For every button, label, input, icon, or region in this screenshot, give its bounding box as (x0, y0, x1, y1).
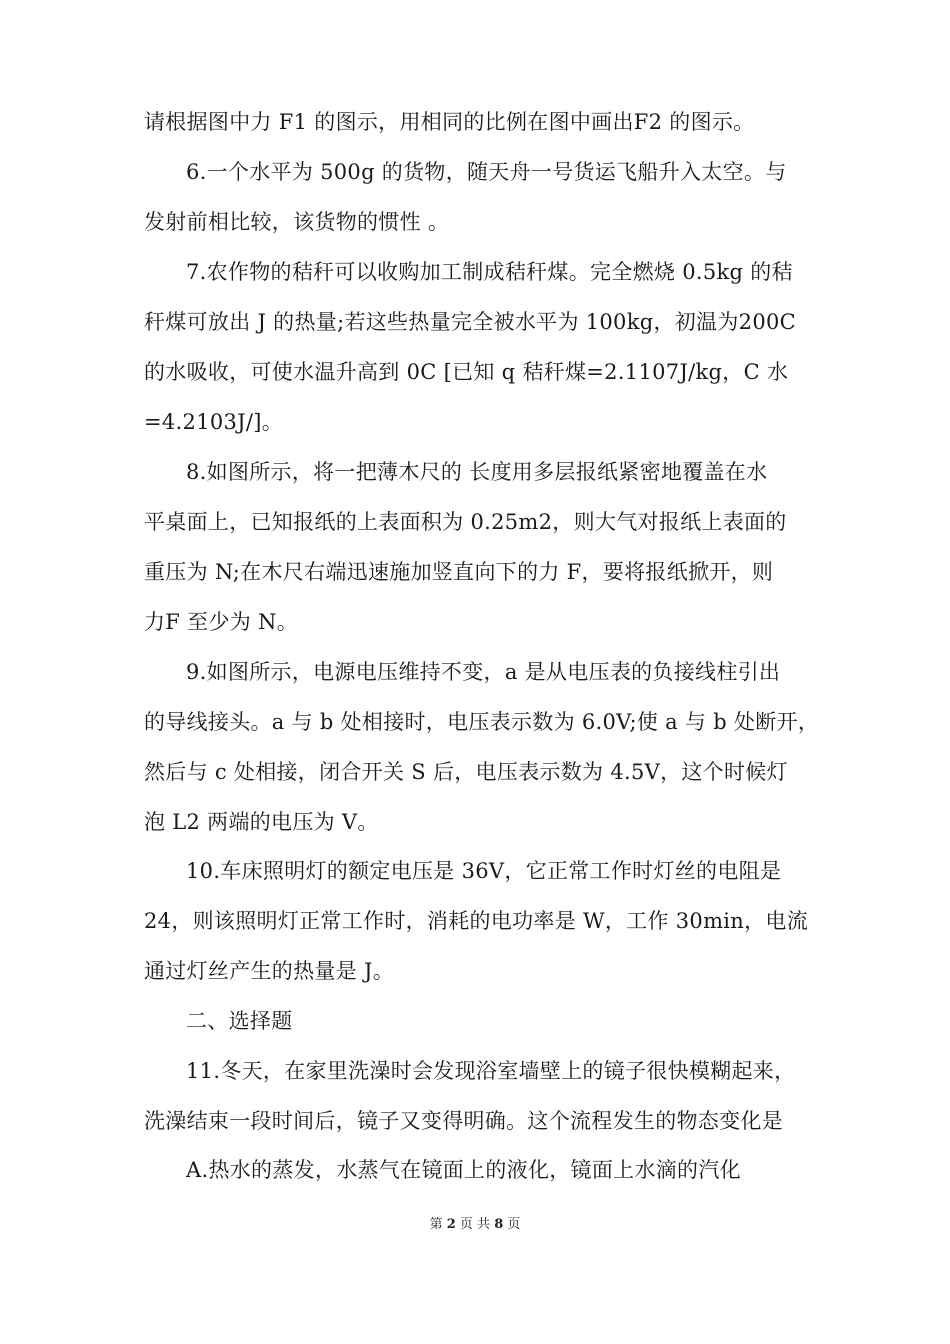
text-line: 10.车床照明灯的额定电压是 36V，它正常工作时灯丝的电阻是 (186, 859, 782, 883)
text-line: 7.农作物的秸秆可以收购加工制成秸秆煤。完全燃烧 0.5kg 的秸 (186, 260, 793, 284)
footer-suffix: 页 (507, 1217, 521, 1232)
text-line: 洗澡结束一段时间后，镜子又变得明确。这个流程发生的物态变化是 (144, 1109, 783, 1133)
text-line: 11.冬天，在家里洗澡时会发现浴室墙壁上的镜子很快模糊起来， (186, 1059, 796, 1083)
footer-prefix: 第 (429, 1217, 443, 1232)
text-line: 请根据图中力 F1 的图示，用相同的比例在图中画出F2 的图示。 (144, 110, 755, 134)
total-page-count: 8 (494, 1217, 504, 1232)
text-line: 9.如图所示，电源电压维持不变，a 是从电压表的负接线柱引出 (186, 660, 781, 684)
text-line: 秆煤可放出 J 的热量;若这些热量完全被水平为 100kg，初温为200C (144, 310, 797, 334)
text-line: A.热水的蒸发，水蒸气在镜面上的液化，镜面上水滴的汽化 (186, 1158, 741, 1182)
text-line: 6.一个水平为 500g 的货物，随天舟一号货运飞船升入太空。与 (186, 160, 787, 184)
text-line: 的水吸收，可使水温升高到 0C [已知 q 秸秆煤=2.1107J/kg，C 水 (144, 360, 789, 384)
text-line: 通过灯丝产生的热量是 J。 (144, 959, 394, 983)
text-line: =4.2103J/]。 (144, 410, 284, 434)
text-line: 然后与 c 处相接，闭合开关 S 后，电压表示数为 4.5V，这个时候灯 (144, 760, 788, 784)
footer-middle: 页 共 (459, 1217, 491, 1232)
text-line: 的导线接头。a 与 b 处相接时，电压表示数为 6.0V;使 a 与 b 处断开， (144, 710, 820, 734)
page-footer (0, 1216, 950, 1234)
text-line: 泡 L2 两端的电压为 V。 (144, 810, 379, 834)
text-line: 平桌面上，已知报纸的上表面积为 0.25m2，则大气对报纸上表面的 (144, 510, 787, 534)
text-line: 重压为 N;在木尺右端迅速施加竖直向下的力 F，要将报纸掀开，则 (144, 560, 774, 584)
text-line: 力F 至少为 N。 (144, 610, 298, 634)
text-line: 8.如图所示，将一把薄木尺的 长度用多层报纸紧密地覆盖在水 (186, 460, 768, 484)
text-line: 24，则该照明灯正常工作时，消耗的电功率是 W，工作 30min，电流 (144, 909, 809, 933)
text-line: 发射前相比较，该货物的惯性 。 (144, 210, 450, 234)
section-heading: 二、选择题 (186, 1009, 293, 1033)
current-page-number: 2 (446, 1217, 456, 1232)
